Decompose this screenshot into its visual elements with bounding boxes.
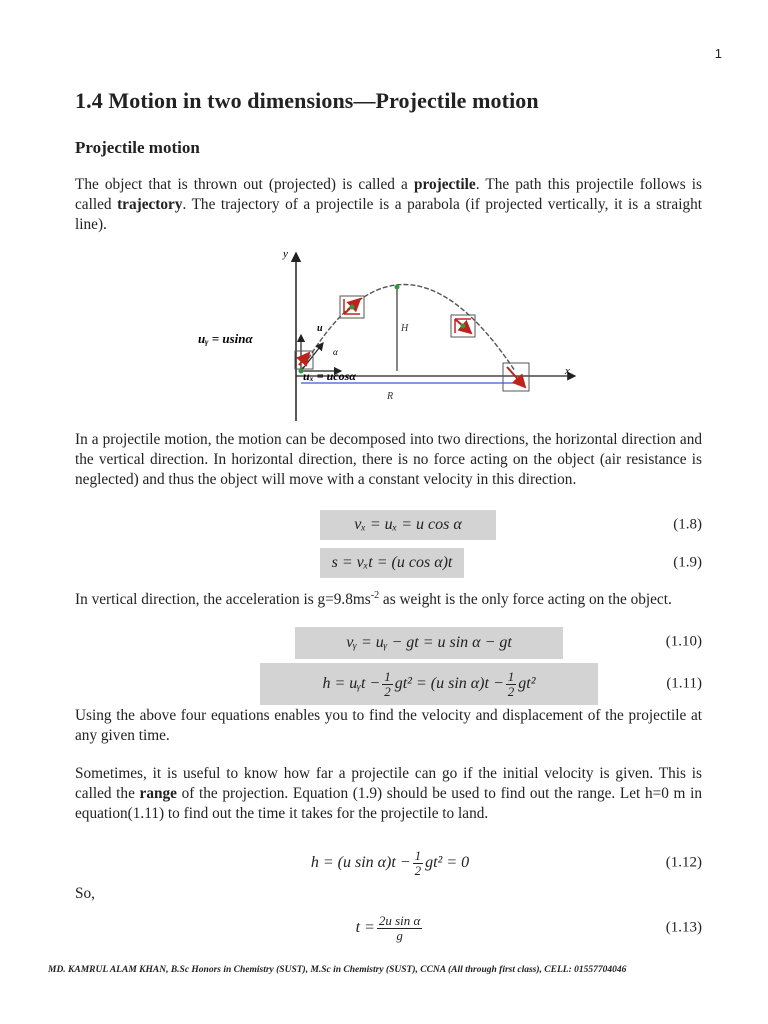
uy-label: uᵧ = usinα bbox=[198, 331, 253, 346]
equation-1-8-body: vₓ = uₓ = u cos α bbox=[320, 510, 496, 540]
ux-label: uₓ = ucosα bbox=[303, 369, 356, 383]
four-equations-paragraph: Using the above four equations enables you to find the velocity and displacement of the projectile at any given time. bbox=[75, 707, 702, 744]
x-axis-label: x bbox=[565, 365, 570, 377]
equation-1-12-body: h = (u sin α)t − $\frac{1}{2}$ gt² = 0 bbox=[310, 847, 470, 878]
equation-1-12 bbox=[75, 843, 702, 883]
velocity-box-landing bbox=[503, 363, 529, 391]
range-paragraph: Sometimes, it is useful to know how far a projectile can go if the initial velocity is given. This is called the range of the projection. Equation (1.9) should be used to find out the range. Let h=0 m in equation(1.11) to find out the time it takes for the projectile to land. bbox=[75, 765, 703, 822]
page-footer: MD. KAMRUL ALAM KHAN, B.Sc Honors in Chemistry (SUST), M.Sc in Chemistry (SUST), CCNA (All through first class), CELL: 01557704046 bbox=[48, 965, 627, 975]
equation-1-11 bbox=[75, 663, 702, 705]
vertical-direction-paragraph: In vertical direction, the acceleration is $g=9.8ms^{-2}$ as weight is the only force acting on the object. bbox=[75, 590, 672, 609]
u-vector bbox=[301, 343, 323, 371]
point-rising bbox=[350, 305, 355, 310]
equation-1-13-body: t = $\frac{\text{2u sin α}}{g}$ bbox=[355, 912, 421, 943]
equation-1-13-number: (1.13) bbox=[665, 919, 702, 936]
equation-1-9 bbox=[75, 548, 702, 578]
equation-1-10-number: (1.10) bbox=[665, 633, 702, 650]
page-number: 1 bbox=[714, 46, 722, 61]
so-label: So, bbox=[75, 885, 95, 902]
y-axis-label: y bbox=[283, 248, 288, 260]
decomposition-paragraph: In a projectile motion, the motion can be decomposed into two directions, the horizontal direction and the vertical direction. In horizontal direction, there is no force acting on the object (air resistance is neglected) and thus the object will move with a constant velocity in this direction. bbox=[75, 431, 702, 488]
equation-1-9-body: s = vₓt = (u cos α)t bbox=[320, 548, 464, 578]
equation-1-8-number: (1.8) bbox=[673, 516, 702, 533]
equation-1-9-number: (1.9) bbox=[673, 554, 702, 571]
equation-1-12-number: (1.12) bbox=[665, 854, 702, 871]
equation-1-10-body: vᵧ = uᵧ − gt = u sin α − gt bbox=[295, 627, 563, 659]
equation-1-11-fraction-1: $\frac{1}{2}$ bbox=[384, 668, 391, 699]
alpha-label: α bbox=[333, 347, 338, 357]
range-label: R bbox=[387, 391, 394, 402]
intro-paragraph: The object that is thrown out (projected) is called a projectile. The path this projectile follows is called trajectory. The trajectory of a projectile is a parabola (if projected vertically, it is a straight line). bbox=[75, 176, 702, 233]
point-apex bbox=[395, 285, 400, 290]
equation-1-13 bbox=[75, 908, 702, 948]
equation-1-10 bbox=[75, 627, 702, 657]
equation-1-12-fraction: $\frac{1}{2}$ bbox=[414, 847, 422, 878]
equation-1-13-fraction: $\frac{\text{2u sin α}}{g}$ bbox=[378, 912, 421, 943]
equation-1-11-body: h = uᵧt − $\frac{1}{2}$ gt² = (u sin α)t − $\frac{1}{2}$ gt² bbox=[260, 663, 598, 705]
point-falling bbox=[461, 324, 466, 329]
equation-1-8 bbox=[75, 510, 702, 540]
trajectory-figure bbox=[195, 243, 595, 423]
equation-1-11-number: (1.11) bbox=[666, 675, 702, 692]
section-title: 1.4 Motion in two dimensions—Projectile motion bbox=[75, 88, 539, 113]
height-label: H bbox=[401, 323, 409, 334]
u-label: u bbox=[317, 323, 323, 334]
subsection-title: Projectile motion bbox=[75, 138, 200, 157]
equation-1-11-fraction-2: $\frac{1}{2}$ bbox=[507, 668, 515, 699]
point-launch bbox=[299, 369, 304, 374]
